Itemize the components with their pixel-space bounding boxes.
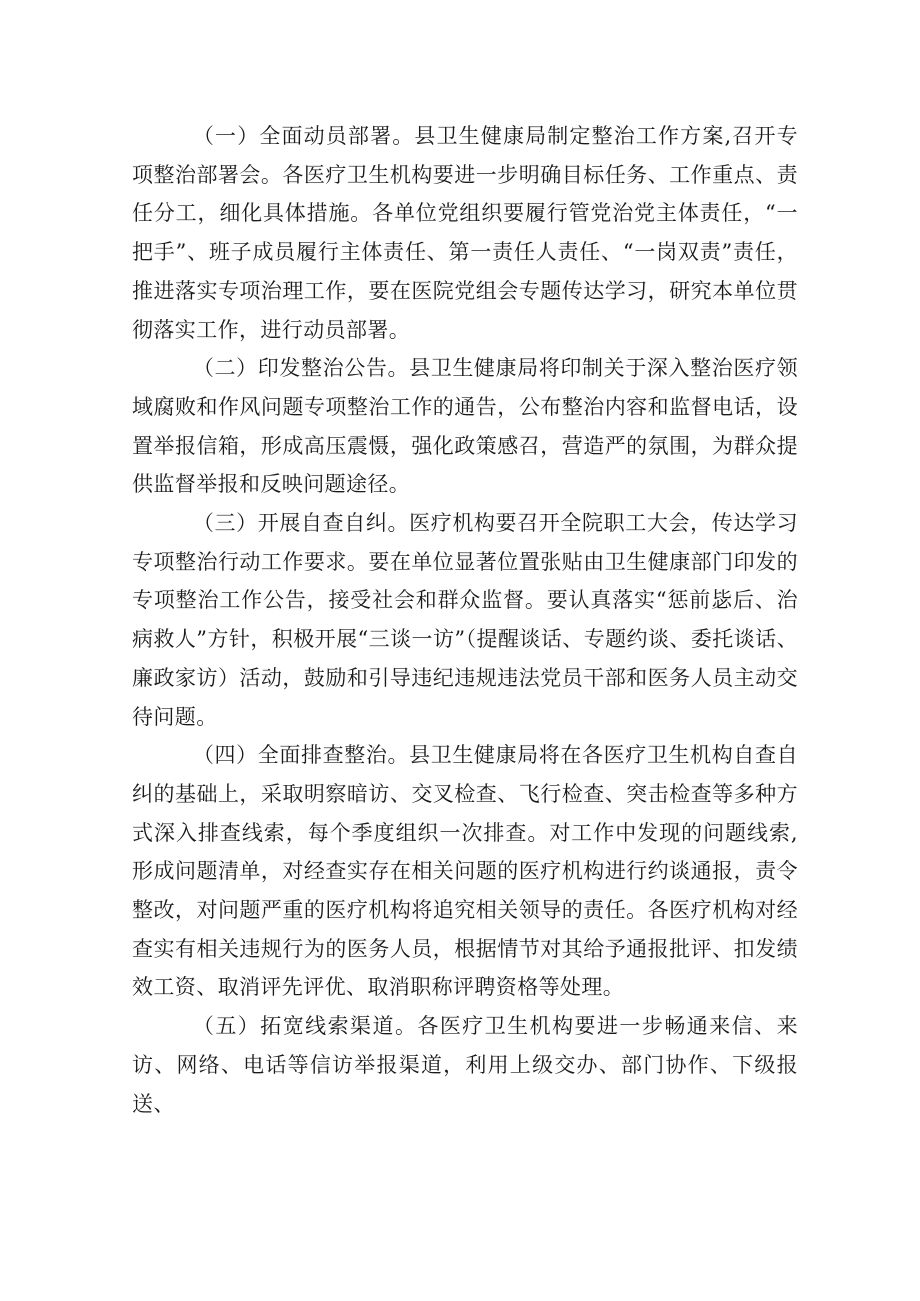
document-body bbox=[132, 117, 798, 1123]
paragraph-self-inspection: （三）开展自查自纠。医疗机构要召开全院职工大会，传达学习专项整治行动工作要求。要在单位显著位置张贴由卫生健康部门印发的专项整治工作公告，接受社会和群众监督。要认真落实“惩前毖后、治病救人”方针，积极开展“三谈一访”（提醒谈话、专题约谈、委托谈话、廉政家访）活动，鼓励和引导违纪违规违法党员干部和医务人员主动交待问题。 bbox=[132, 511, 798, 729]
paragraph-investigation: （四）全面排查整治。县卫生健康局将在各医疗卫生机构自查自纠的基础上，采取明察暗访、交叉检查、飞行检查、突击检查等多种方式深入排查线索，每个季度组织一次排查。对工作中发现的问题线索,形成问题清单，对经查实存在相关问题的医疗机构进行约谈通报，责令整改，对问题严重的医疗机构将追究相关领导的责任。各医疗机构对经查实有相关违规行为的医务人员，根据情节对其给予通报批评、扣发绩效工资、取消评先评优、取消职称评聘资格等处理。 bbox=[132, 743, 798, 1000]
paragraph-announcement: （二）印发整治公告。县卫生健康局将印制关于深入整治医疗领域腐败和作风问题专项整治工作的通告，公布整治内容和监督电话，设置举报信箱，形成高压震慑，强化政策感召，营造严的氛围，为群众提供监督举报和反映问题途径。 bbox=[132, 356, 798, 497]
paragraph-mobilization: （一）全面动员部署。县卫生健康局制定整治工作方案,召开专项整治部署会。各医疗卫生机构要进一步明确目标任务、工作重点、责任分工，细化具体措施。各单位党组织要履行管党治党主体责任，“一把手”、班子成员履行主体责任、第一责任人责任、“一岗双责”责任，推进落实专项治理工作，要在医院党组会专题传达学习，研究本单位贯彻落实工作，进行动员部署。 bbox=[132, 124, 798, 342]
paragraph-clue-channels: （五）拓宽线索渠道。各医疗卫生机构要进一步畅通来信、来访、网络、电话等信访举报渠道，利用上级交办、部门协作、下级报送、 bbox=[132, 1014, 798, 1116]
